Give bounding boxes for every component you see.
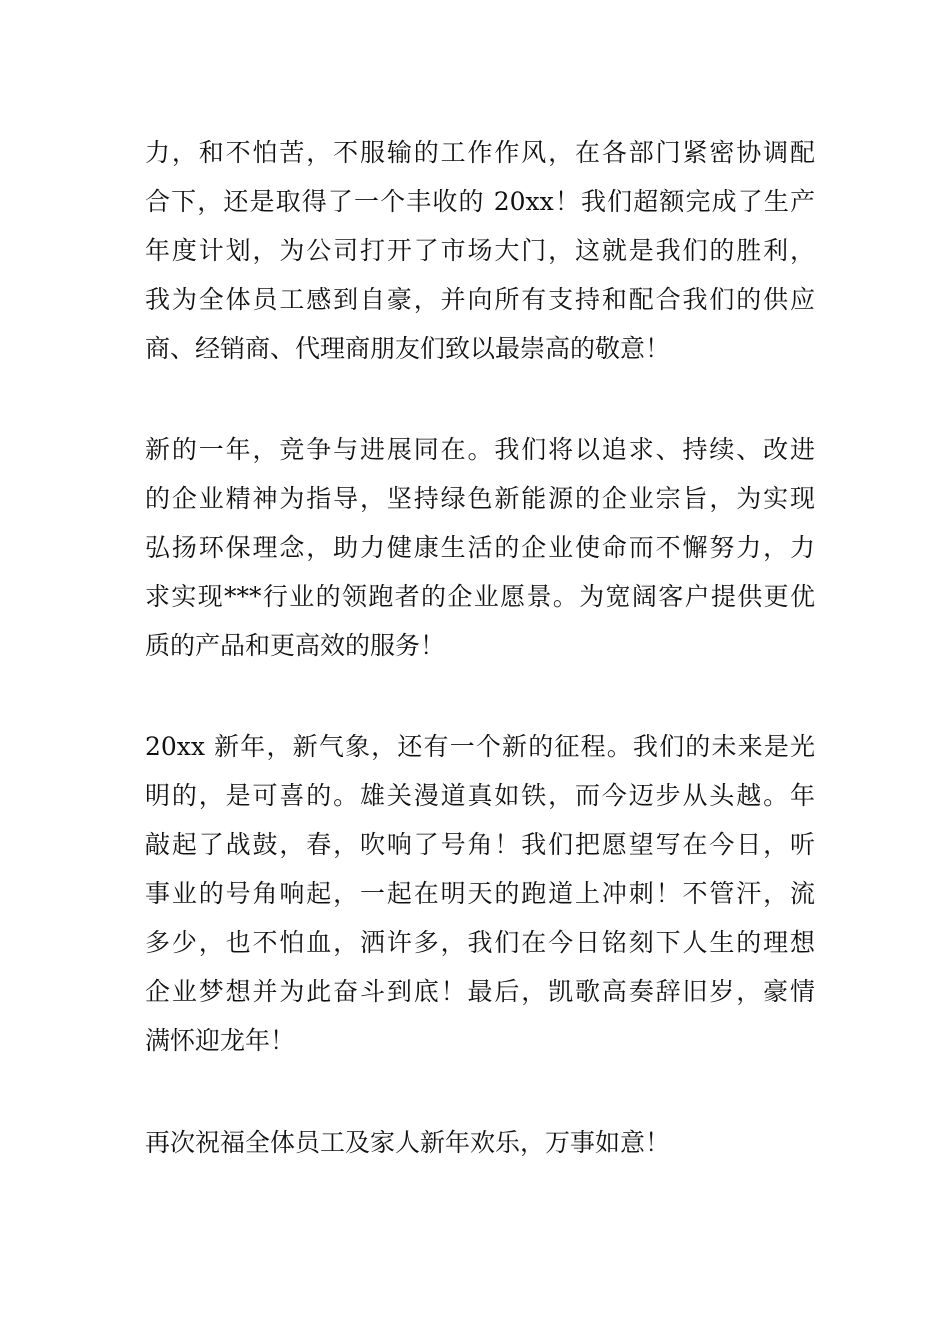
paragraph-closing-wishes — [145, 1118, 815, 1167]
text-line: 的企业精神为指导，坚持绿色新能源的企业宗旨，为实现 — [145, 484, 815, 513]
text-line: 弘扬环保理念，助力健康生活的企业使命而不懈努力，力 — [145, 533, 815, 562]
text-line: 满怀迎龙年！ — [145, 1026, 296, 1055]
text-line: 我为全体员工感到自豪，并向所有支持和配合我们的供应 — [145, 285, 815, 314]
text-line: 力，和不怕苦，不服输的工作作风，在各部门紧密协调配 — [145, 138, 815, 167]
paragraph-annual-results — [145, 128, 815, 373]
text-line: 商、经销商、代理商朋友们致以最崇高的敬意！ — [145, 334, 671, 363]
text-line: 20xx 新年，新气象，还有一个新的征程。我们的未来是光 — [145, 732, 815, 761]
text-line: 敲起了战鼓，春，吹响了号角！我们把愿望写在今日，听 — [145, 830, 815, 859]
text-line: 明的，是可喜的。雄关漫道真如铁，而今迈步从头越。年 — [145, 781, 815, 810]
text-line: 新的一年，竞争与进展同在。我们将以追求、持续、改进 — [145, 435, 815, 464]
text-line: 多少，也不怕血，洒许多，我们在今日铭刻下人生的理想 — [145, 928, 815, 957]
paragraph-new-journey — [145, 722, 815, 1065]
text-line: 质的产品和更高效的服务！ — [145, 631, 446, 660]
text-line: 年度计划，为公司打开了市场大门，这就是我们的胜利， — [145, 236, 815, 265]
text-line: 事业的号角响起，一起在明天的跑道上冲刺！不管汗，流 — [145, 879, 815, 908]
text-line: 企业梦想并为此奋斗到底！最后，凯歌高奏辞旧岁，豪情 — [145, 977, 815, 1006]
text-line: 求实现***行业的领跑者的企业愿景。为宽阔客户提供更优 — [145, 582, 815, 611]
paragraph-new-year-goals — [145, 425, 815, 670]
text-line: 合下，还是取得了一个丰收的 20xx！我们超额完成了生产 — [145, 187, 815, 216]
text-line: 再次祝福全体员工及家人新年欢乐，万事如意！ — [145, 1128, 671, 1157]
